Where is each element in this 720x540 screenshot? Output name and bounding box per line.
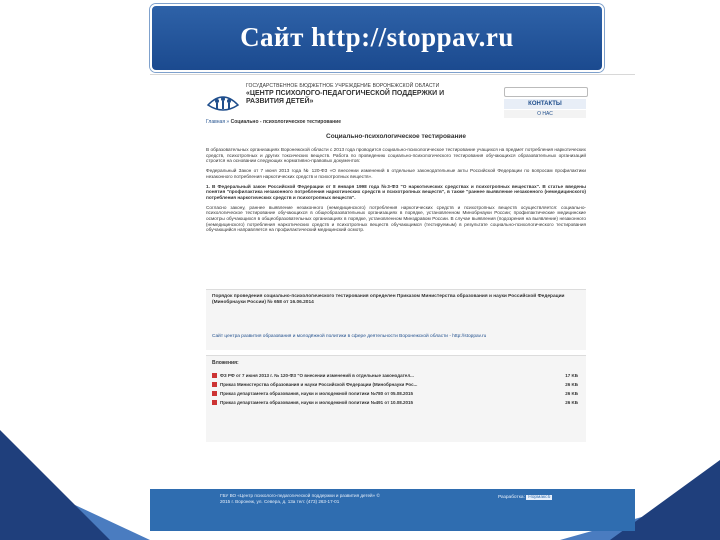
site-header: [206, 83, 586, 123]
article-body: [206, 147, 586, 237]
paragraph: Федеральный Закон от 7 июня 2013 года № 120-ФЗ «О внесении изменений в отдельные законодательные акты Российской Федерации по вопросам профилактики незаконного потребления наркотических средств и психотропных веществ».: [206, 168, 586, 179]
org-logo-icon: [206, 85, 240, 119]
attachment-name: Приказ департамента образования, науки и молодежной политики №491 от 10.08.2015: [220, 400, 414, 405]
breadcrumb: [206, 119, 341, 125]
attachment-size: 26 KБ: [565, 391, 578, 396]
breadcrumb-separator: »: [225, 119, 231, 125]
document-icon: [212, 373, 217, 378]
footer-dev-link[interactable]: Нормаксб: [528, 495, 551, 500]
footer-developer: [498, 495, 552, 500]
attachment-size: 26 KБ: [565, 382, 578, 387]
page-title: Социально-психологическое тестирование: [326, 133, 466, 140]
attachments-box: [206, 355, 586, 442]
org-name: «ЦЕНТР ПСИХОЛОГО-ПЕДАГОГИЧЕСКОЙ ПОДДЕРЖКИ И РАЗВИТИЯ ДЕТЕЙ»: [246, 90, 445, 105]
attachment-name: Приказ департамента образования, науки и молодежной политики №780 от 05.08.2015: [220, 391, 414, 396]
paragraph: 1. В Федеральный закон Российской Федерации от 8 января 1998 года №3-ФЗ "О наркотических средствах и психотропных веществах". В статье введены понятия "профилактика незаконного потребления наркотических средств и психотропных веществ", в также "раннее выявление незаконного (немедицинского) потребления наркотических средств и психотропных веществ".: [206, 183, 586, 200]
decor-wedge-left-dark: [0, 430, 110, 540]
slide-title-bar: [150, 4, 604, 72]
paragraph: В образовательных организациях Воронежской области с 2013 года проводится социально-психологическое тестирование учащихся на предмет потребления наркотических средств, психотропных и других токсических веществ. Работа по проведению социально-психологического тестирования обучающихся образовательных организаций строится на основании следующих нормативно-правовых документов:: [206, 147, 586, 164]
attachment-name: Приказ Министерства образования и науки Российской Федерации (Минобрнауки Рос...: [220, 382, 418, 387]
document-icon: [212, 382, 217, 387]
org-top-line: ГОСУДАРСТВЕННОЕ БЮДЖЕТНОЕ УЧРЕЖДЕНИЕ ВОРОНЕЖСКОЙ ОБЛАСТИ: [246, 83, 440, 89]
slide-title: Сайт http://stoppav.ru: [240, 22, 514, 52]
attachment-size: 17 KБ: [565, 373, 578, 378]
document-icon: [212, 400, 217, 405]
search-input[interactable]: [504, 87, 588, 97]
attachment-item[interactable]: [212, 390, 582, 397]
website-screenshot: [150, 74, 635, 531]
attachments-heading: Вложения:: [212, 360, 239, 366]
breadcrumb-home[interactable]: Главная: [206, 119, 226, 125]
attachment-item[interactable]: [212, 381, 582, 388]
footer-address: ГБУ ВО «Центр психолого-педагогической поддержки и развития детей» © 2015 г. Воронеж, ул. Севера, д. 13а тел: (473) 263-17-01: [220, 493, 380, 504]
order-info-title: Порядок проведения социально-психологического тестирования определен Приказом Министерства образования и науки Российской Федерации (Минобрнауки России) № 658 от 16.06.2014: [212, 294, 565, 305]
about-link[interactable]: О НАС: [504, 110, 586, 118]
footer-dev-label: Разработка:: [498, 495, 525, 500]
attachment-item[interactable]: [212, 399, 582, 406]
attachment-item[interactable]: [212, 372, 582, 379]
contacts-link[interactable]: КОНТАКТЫ: [504, 99, 586, 109]
order-info-box: [206, 289, 586, 350]
breadcrumb-current: Социально - психологическое тестирование: [230, 119, 342, 125]
attachment-size: 26 KБ: [565, 400, 578, 405]
site-footer: [150, 489, 635, 531]
attachment-name: ФЗ РФ от 7 июня 2013 г. № 120-ФЗ "О внесении изменений в отдельные законодател...: [220, 373, 414, 378]
stoppav-link[interactable]: Сайт центра развития образования и молодёжной политики в сфере деятельности Воронежской области - http://stoppav.ru: [212, 334, 487, 339]
document-icon: [212, 391, 217, 396]
paragraph: Согласно закону, раннее выявление незаконного (немедицинского) потребления наркотических средств и психотропных веществ осуществляется: социально-психологическое тестирование обучающихся в общеобразовательных организациях в порядке, установленном Минобрнауки России; профилактические медицинские осмотры обучающихся в общеобразовательных организациях в порядке, установленном Минздравом России. В случае выявления (подозрения на выявление) незаконного (немедицинского) потребления наркотических средств и психотропных веществ обучающимся (тестируемым) в результате социально-психологического тестирования обучающийся направляется на профилактический медицинский осмотр.: [206, 204, 586, 233]
